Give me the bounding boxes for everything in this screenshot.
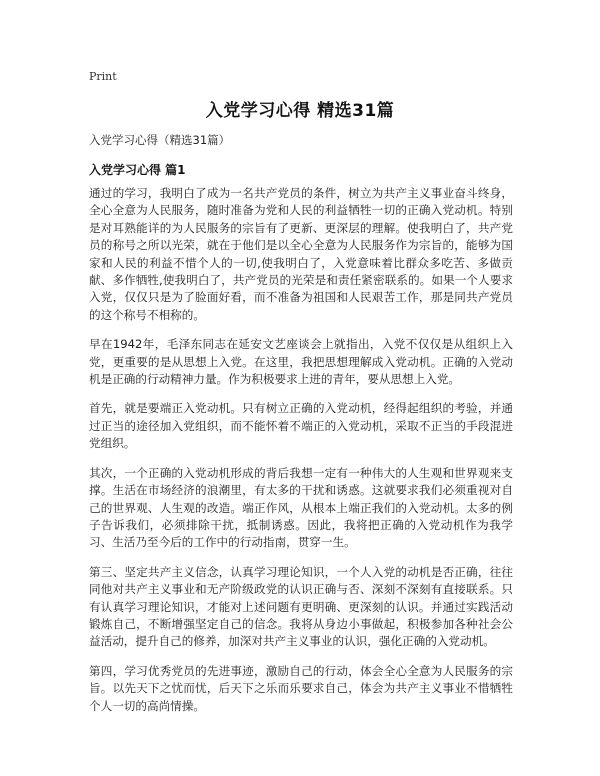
- paragraph-1: 通过的学习，我明白了成为一名共产党员的条件，树立为共产主义事业奋斗终身，全心全意为人民服务，随时准备为党和人民的利益牺牲一切的正确入党动机。特别是对耳熟能详的为人民服务的宗旨有了更新、更深层的理解。使我明白了，共产党员的称号之所以光荣，就在于他们是以全心全意为人民服务作为宗旨的，能够为国家和人民的利益不惜个人的一切,使我明白了，入党意味着比群众多吃苦、多做贡献、多作牺牲,使我明白了，共产党员的光荣是和责任紧密联系的。如果一个人要求入党，仅仅只是为了脸面好看，而不准备为祖国和人民艰苦工作，那是同共产党员的这个称号不相称的。: [89, 186, 513, 322]
- paragraph-2: 早在1942年，毛泽东同志在延安文艺座谈会上就指出，入党不仅仅是从组织上入党，更重要的是从思想上入党。在这里，我把思想理解成入党动机。正确的入党动机是正确的行动精神力量。作为积极要求上进的青年，要从思想上入党。: [89, 337, 513, 387]
- document-subtitle: 入党学习心得（精选31篇）: [89, 133, 231, 147]
- paragraph-6: 第四，学习优秀党员的先进事迹，激励自己的行动，体会全心全意为人民服务的宗旨。以先天下之忧而忧，后天下之乐而乐要求自己，体会为共产主义事业不惜牺牲个人一切的高尚情操。: [89, 663, 513, 713]
- section-heading: 入党学习心得 篇1: [89, 163, 186, 177]
- paragraph-5: 第三、坚定共产主义信念，认真学习理论知识，一个人入党的动机是否正确，往往同他对共产主义事业和无产阶级政党的认识正确与否、深刻不深刻有直接联系。只有认真学习理论知识，才能对上述问题有更明确、更深刻的认识。并通过实践活动锻炼自己，不断增强坚定自己的信念。我将从身边小事做起，积极参加各种社会公益活动，提升自己的修养，加深对共产主义事业的认识，强化正确的入党动机。: [89, 564, 513, 649]
- print-link[interactable]: Print: [89, 70, 117, 83]
- paragraph-3: 首先，就是要端正入党动机。只有树立正确的入党动机，经得起组织的考验，并通过正当的途径加入党组织，而不能怀着不端正的入党动机，采取不正当的手段混进党组织。: [89, 401, 513, 451]
- page-title: 入党学习心得 精选31篇: [205, 101, 395, 121]
- paragraph-4: 其次，一个正确的入党动机形成的背后我想一定有一种伟大的人生观和世界观来支撑。生活在市场经济的浪潮里，有太多的干扰和诱惑。这就要求我们必须重视对自己的世界观、人生观的改造。端正作风，从根本上端正我们的入党动机。太多的例子告诉我们，必须排除干扰，抵制诱惑。因此，我将把正确的入党动机作为我学习、生活乃至今后的工作中的行动指南，贯穿一生。: [89, 465, 513, 550]
- article-body: [89, 185, 513, 727]
